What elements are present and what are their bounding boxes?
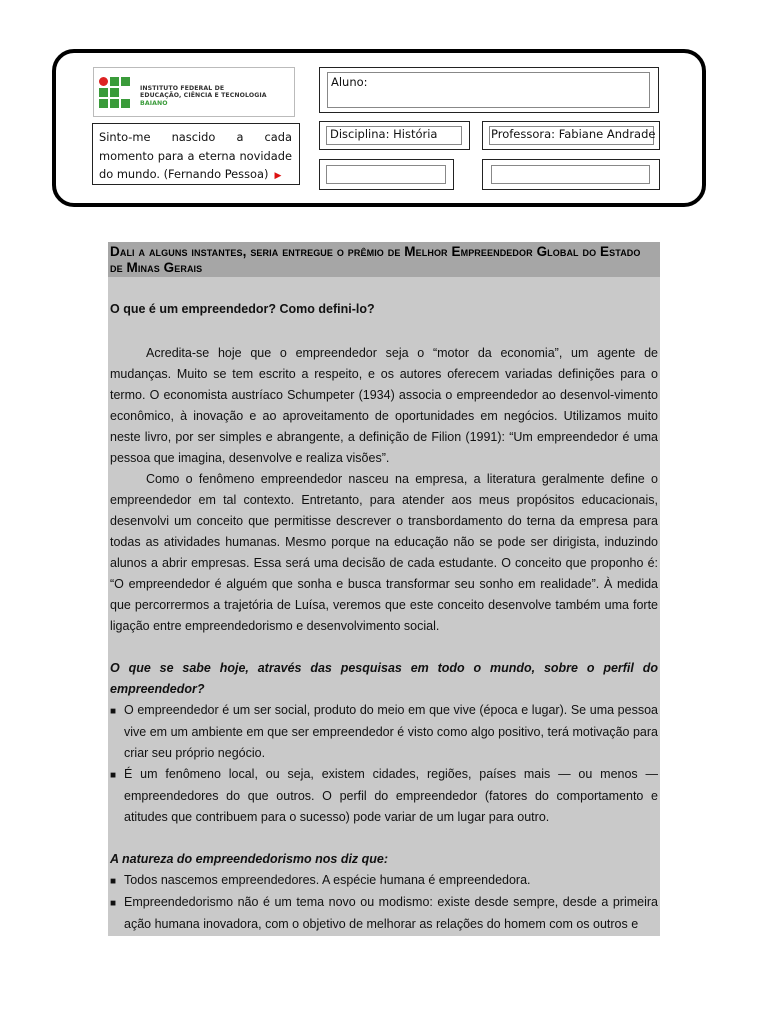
logo-grid-icon: [99, 77, 133, 107]
document-content: [108, 299, 660, 935]
square-bullet-icon: ■: [110, 898, 117, 909]
question-heading-2: O que se sabe hoje, através das pesquisas em todo o mundo, sobre o perfil do empreendedor?: [110, 661, 658, 696]
spacer: [110, 828, 658, 849]
aluno-field[interactable]: [319, 67, 659, 113]
institution-line-2: EDUCAÇÃO, CIÊNCIA E TECNOLOGIA: [140, 92, 267, 100]
header-card: [52, 49, 706, 207]
paragraph-1: Acredita-se hoje que o empreendedor seja o “motor da economia”, um agente de mudanças. Muito se tem escrito a respeito, e os autores oferecem variadas definições para o termo. O economista austríaco Schumpeter (1934) associa o empreendedor ao desenvol-vimento econômico, à inovação e ao aproveitamento de oportunidades em negócios. Utilizamos muito neste livro, por ser simples e abrangente, a definição de Filion (1991): “Um empreendedor é uma pessoa que imagina, desenvolve e realiza visões”.: [110, 346, 658, 465]
list-item-text: É um fenômeno local, ou seja, existem cidades, regiões, países mais — ou menos — empreendedores do que outros. O perfil do empreendedor (fatores do comportamento e atitudes que contribuem para o sucesso) pode variar de um lugar para outro.: [124, 767, 658, 824]
blank-field-2[interactable]: [482, 159, 660, 190]
list-item: [110, 764, 658, 828]
question-heading-1: O que é um empreendedor? Como defini-lo?: [110, 302, 375, 316]
document-body: [108, 242, 660, 936]
square-bullet-icon: ■: [110, 706, 117, 717]
blank-field-1[interactable]: [319, 159, 454, 190]
list-item-text: Todos nascemos empreendedores. A espécie humana é empreendedora.: [124, 873, 531, 887]
quote-box: [92, 123, 300, 185]
spacer: [110, 320, 658, 343]
institution-line-3: BAIANO: [140, 99, 168, 107]
document-title: Dali a alguns instantes, seria entregue o prêmio de Melhor Empreendedor Global do Estado de Minas Gerais: [108, 242, 660, 277]
disciplina-field: [319, 121, 470, 150]
institution-line-1: INSTITUTO FEDERAL DE: [140, 85, 225, 92]
list-item-text: Empreendedorismo não é um tema novo ou modismo: existe desde sempre, desde a primeira ação humana inovadora, com o objetivo de melhorar as relações do homem com os outros e: [124, 895, 658, 931]
question-heading-3: A natureza do empreendedorismo nos diz que:: [110, 852, 389, 866]
list-item: [110, 892, 658, 935]
paragraph-2: Como o fenômeno empreendedor nasceu na empresa, a literatura geralmente define o empreendedor em tal contexto. Entretanto, para atender aos meus propósitos educacionais, desenvolvi um conceito que permitisse descrever o transbordamento do terna da empresa para todas as atividades humanas. Mesmo porque na educação não se pode ser dirigista, induzindo alunos a abrir empresas. Essa será uma decisão de cada estudante. O conceito que proponho é: “O empreendedor é alguém que sonha e busca transformar seu sonho em realidade”. À medida que percorrermos a trajetória de Luísa, veremos que este conceito desenvolve também uma forte ligação entre empreendedorismo e desenvolvimento social.: [110, 472, 658, 633]
professora-field: [482, 121, 660, 150]
blank-field-2-frame: [491, 165, 650, 184]
list-item: [110, 700, 658, 764]
aluno-input-frame: [327, 72, 650, 108]
list-item: [110, 870, 658, 892]
quote-text: [99, 128, 292, 186]
professora-label: Professora: Fabiane Andrade: [491, 127, 656, 141]
arrow-right-icon: ▶: [274, 171, 282, 181]
institution-logo: [93, 67, 295, 117]
quote-content: Sinto-me nascido a cada momento para a eterna novidade do mundo. (Fernando Pessoa): [99, 130, 292, 181]
institution-name: [140, 85, 267, 107]
list-item-text: O empreendedor é um ser social, produto do meio em que vive (época e lugar). Se uma pessoa vive em um ambiente em que ser empreendedor é visto como algo positivo, terá motivação para criar seu próprio negócio.: [124, 703, 658, 760]
square-bullet-icon: ■: [110, 770, 117, 781]
aluno-label: Aluno:: [331, 75, 368, 89]
spacer: [110, 637, 658, 658]
disciplina-label: Disciplina: História: [330, 127, 438, 141]
square-bullet-icon: ■: [110, 876, 117, 887]
blank-field-1-frame: [326, 165, 446, 184]
